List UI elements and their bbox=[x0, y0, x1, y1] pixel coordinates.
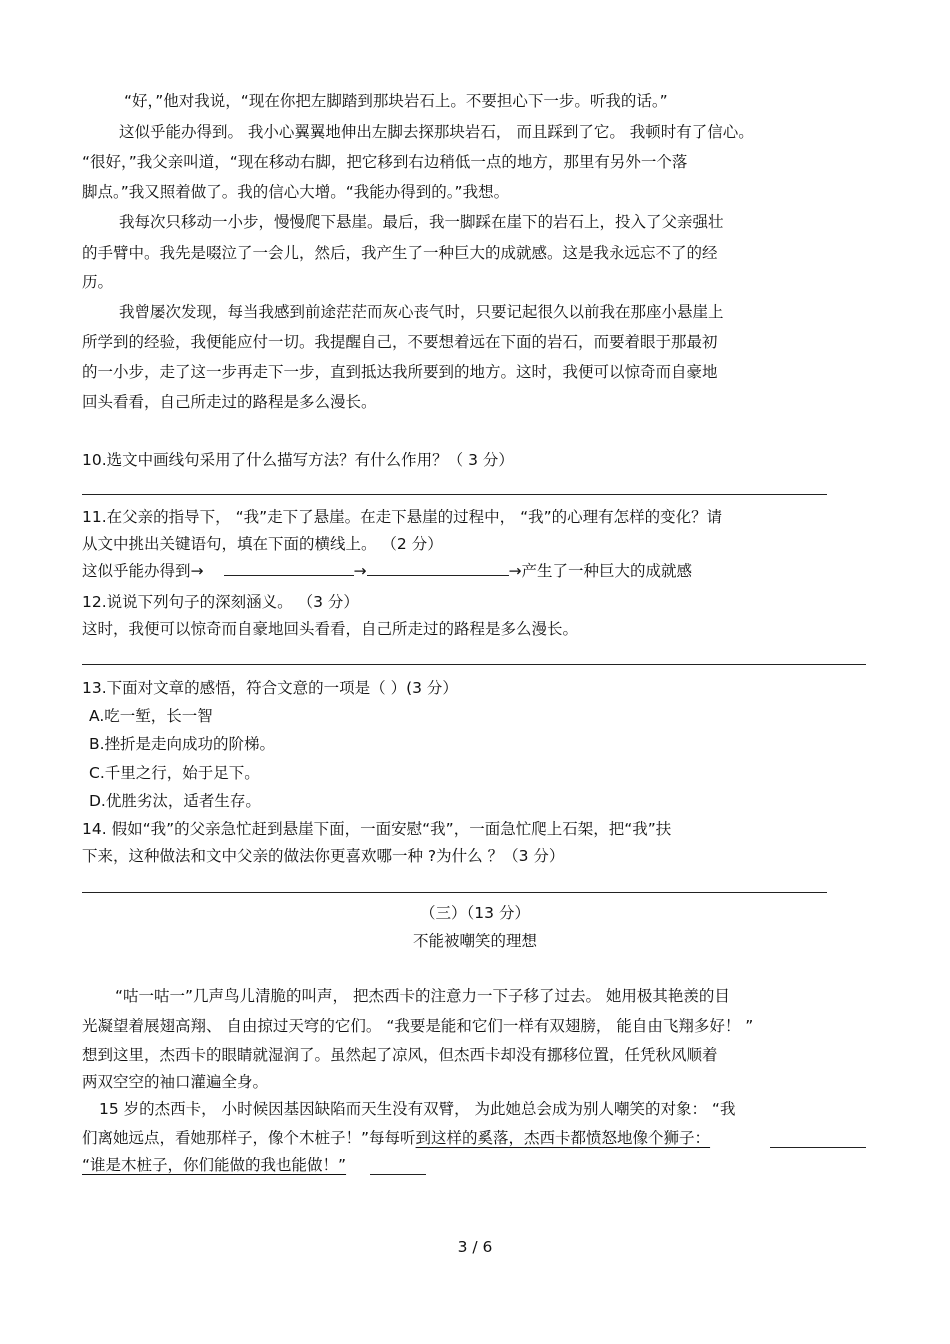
answer-line[interactable] bbox=[82, 494, 827, 495]
arrow-text: → bbox=[353, 562, 367, 580]
underline-extension bbox=[770, 1147, 866, 1148]
underlined-sentence: 到这样的奚落，杰西卡都愤怒地像个狮子： bbox=[415, 1129, 711, 1147]
underlined-sentence: “谁是木桩子，你们能做的我也能做！” bbox=[82, 1156, 347, 1174]
passage-paragraph-line: 所学到的经验，我便能应付一切。我提醒自己，不要想着远在下面的岩石，而要着眼于那最初 bbox=[82, 333, 718, 351]
fill-end-text: →产生了一种巨大的成就感 bbox=[508, 562, 692, 580]
passage-paragraph-line: “很好，”我父亲叫道，“现在移动右脚，把它移到右边稍低一点的地方，那里有另外一个落 bbox=[82, 153, 688, 171]
question-11-fill-row bbox=[82, 561, 692, 581]
question-14-continued: 下来，这种做法和文中父亲的做法你更喜欢哪一种 ?为什么 ？（3 分） bbox=[82, 847, 565, 865]
story-paragraph-line: 15 岁的杰西卡， 小时候因基因缺陷而天生没有双臂， 为此她总会成为别人嘲笑的对象： “我 bbox=[99, 1100, 736, 1118]
question-13: 13.下面对文章的感悟，符合文意的一项是（ ）(3 分） bbox=[82, 679, 458, 697]
option-d[interactable]: D.优胜劣汰，适者生存。 bbox=[89, 792, 261, 810]
page-number: 3 / 6 bbox=[457, 1238, 493, 1256]
question-11-instruction: 从文中挑出关键语句，填在下面的横线上。 （2 分） bbox=[82, 535, 443, 553]
option-b[interactable]: B.挫折是走向成功的阶梯。 bbox=[89, 735, 276, 753]
answer-line[interactable] bbox=[82, 892, 827, 893]
passage-paragraph-line: 我曾屡次发现，每当我感到前途茫茫而灰心丧气时，只要记起很久以前我在那座小悬崖上 bbox=[119, 303, 724, 321]
passage-paragraph-line: 历。 bbox=[82, 273, 114, 291]
question-10: 10.选文中画线句采用了什么描写方法？有什么作用？（ 3 分） bbox=[82, 451, 514, 469]
question-11: 11.在父亲的指导下， “我”走下了悬崖。在走下悬崖的过程中， “我”的心理有怎样的变化？请 bbox=[82, 508, 723, 526]
question-12: 12.说说下列句子的深刻涵义。 （3 分） bbox=[82, 593, 359, 611]
plain-text: 们离她远点，看她那样子，像个木桩子！”每每听 bbox=[82, 1129, 416, 1147]
passage-paragraph-line: 脚点。”我又照着做了。我的信心大增。“我能办得到的。”我想。 bbox=[82, 183, 510, 201]
passage-paragraph-line: 的一小步，走了这一步再走下一步，直到抵达我所要到的地方。这时，我便可以惊奇而自豪地 bbox=[82, 363, 718, 381]
question-14: 14. 假如“我”的父亲急忙赶到悬崖下面，一面安慰“我”，一面急忙爬上石架，把“我”扶 bbox=[82, 820, 672, 838]
fill-blank-1[interactable] bbox=[224, 561, 354, 576]
story-title: 不能被嘲笑的理想 bbox=[412, 932, 537, 950]
fill-blank-2[interactable] bbox=[367, 561, 509, 576]
passage-paragraph-line: 我每次只移动一小步，慢慢爬下悬崖。最后，我一脚踩在崖下的岩石上，投入了父亲强壮 bbox=[119, 213, 724, 231]
passage-paragraph-line: 的手臂中。我先是啜泣了一会儿，然后，我产生了一种巨大的成就感。这是我永远忘不了的经 bbox=[82, 244, 718, 262]
fill-start-text: 这似乎能办得到→ bbox=[82, 562, 204, 580]
story-paragraph-line: 光凝望着展翅高翔、 自由掠过天穹的它们。 “我要是能和它们一样有双翅膀， 能自由飞翔多好！ ” bbox=[82, 1017, 754, 1035]
passage-paragraph-line: 回头看看，自己所走过的路程是多么漫长。 bbox=[82, 393, 377, 411]
question-12-quote: 这时，我便可以惊奇而自豪地回头看看，自己所走过的路程是多么漫长。 bbox=[82, 620, 579, 638]
underline-extension bbox=[370, 1174, 426, 1175]
story-paragraph-line bbox=[82, 1128, 710, 1148]
passage-paragraph-line: 这似乎能办得到。 我小心翼翼地伸出左脚去探那块岩石， 而且踩到了它。 我顿时有了信心。 bbox=[119, 123, 754, 141]
story-paragraph-line: “咕一咕一”几声鸟儿清脆的叫声， 把杰西卡的注意力一下子移了过去。 她用极其艳羡的目 bbox=[115, 987, 730, 1005]
story-paragraph-line: 两双空空的袖口灌遍全身。 bbox=[82, 1073, 269, 1091]
option-c[interactable]: C.千里之行，始于足下。 bbox=[89, 764, 260, 782]
option-a[interactable]: A.吃一堑，长一智 bbox=[89, 707, 213, 725]
section-heading: （三）（13 分） bbox=[420, 904, 530, 922]
answer-line[interactable] bbox=[82, 664, 866, 665]
story-paragraph-line: 想到这里，杰西卡的眼睛就湿润了。虽然起了凉风，但杰西卡却没有挪移位置，任凭秋风顺着 bbox=[82, 1046, 718, 1064]
passage-paragraph-line: “好，”他对我说，“现在你把左脚踏到那块岩石上。不要担心下一步。听我的话。” bbox=[124, 92, 668, 110]
